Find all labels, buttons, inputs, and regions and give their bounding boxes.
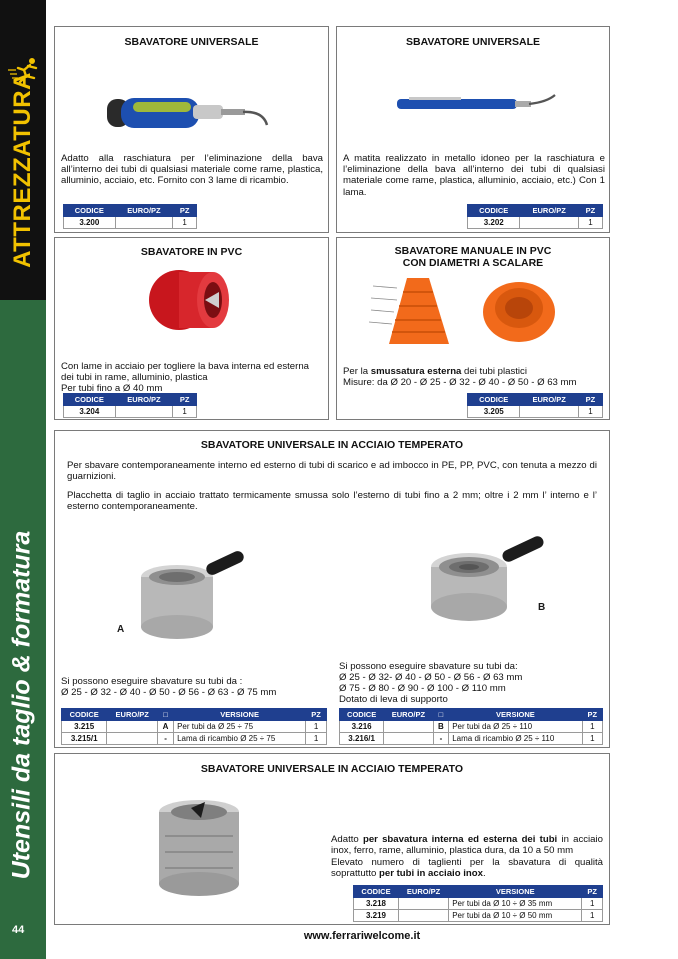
pencil-deburrer-image [395,91,565,121]
product-title: SBAVATORE UNIVERSALE IN ACCIAIO TEMPERATO [200,763,464,775]
product-description-1 [331,834,603,856]
col-pz: PZ [578,394,602,406]
pz-cell: 1 [582,898,603,910]
desc-bold: smussatura esterna [370,366,462,377]
product-title: SBAVATORE UNIVERSALE [124,36,259,48]
code-cell: 3.216/1 [340,733,384,745]
stepped-deburrer-image [367,274,567,348]
code-cell: 3.219 [354,910,399,922]
right-note-line1: Si possono eseguire sbavature su tubi da: [339,661,518,672]
price-cell [384,733,433,745]
product-title: SBAVATORE UNIVERSALE [406,36,540,48]
col-pz: PZ [173,205,197,217]
pz-cell: 1 [582,733,602,745]
version-cell: Lama di ricambio Ø 25 ÷ 110 [449,733,582,745]
product-description: A matita realizzato in metallo idoneo per la raschiatura e l’eliminazione della bava all’interno dei tubi di qualsiasi materiale come rame, plastica, alluminio, acciaio, etc.) Con 1 lama. [343,153,605,198]
deburring-tool-image [105,91,275,153]
col-codice: CODICE [64,394,116,406]
steel-deburrer-image [151,796,251,900]
col-pz: PZ [173,394,197,406]
desc-post: dei tubi plastici [461,366,527,377]
col-euro: EURO/PZ [107,709,158,721]
desc-pre: Per la [343,366,371,377]
product-box-3218-3219 [54,753,610,925]
col-euro: EURO/PZ [399,886,449,898]
col-codice: CODICE [468,394,520,406]
code-cell: 3.200 [64,217,116,229]
pz-cell: 1 [578,217,602,229]
desc-part: in acciaio inox, ferro, rame, alluminio, plastica dura, da 10 a 50 mm [331,834,603,857]
price-cell [115,217,173,229]
pz-cell: 1 [578,406,602,418]
left-note-line2: Ø 25 - Ø 32 - Ø 40 - Ø 50 - Ø 56 - Ø 63 - Ø 75 mm [61,687,277,698]
product-description: Adatto alla raschiatura per l’eliminazione della bava all’interno dei tubi di qualsiasi materiale come rame, plastica, alluminio, acciaio, etc. Fornito con 3 lame di ricambio. [61,153,323,187]
price-cell [399,898,449,910]
price-cell [115,406,173,418]
product-table-right [339,708,603,745]
product-title-line2: CON DIAMETRI A SCALARE [402,257,544,269]
mark-cell: - [433,733,449,745]
version-cell: Per tubi da Ø 25 ÷ 110 [449,721,582,733]
deburrer-b-image [427,535,549,623]
product-box-3200 [54,26,329,233]
table-row [62,721,327,733]
product-title: SBAVATORE IN PVC [140,246,243,258]
product-paragraph-1: Per sbavare contemporaneamente interno ed esterno di tubi di scarico e ad imbocco in PE, PP, PVC, con tenuta a mezzo di guarnizioni. [67,460,597,483]
deburrer-a-image [137,547,249,639]
product-box-3215-3216 [54,430,610,748]
code-cell: 3.215 [62,721,107,733]
price-cell [107,733,158,745]
pz-cell: 1 [173,217,197,229]
pz-cell: 1 [173,406,197,418]
col-versione: VERSIONE [174,709,306,721]
product-title-line1: SBAVATORE MANUALE IN PVC [394,245,552,257]
left-note-line1: Si possono eseguire sbavature su tubi da : [61,676,243,687]
table-row [354,910,603,922]
product-description-2 [331,857,603,879]
subcategory-label: Utensili da taglio & formatura [7,530,36,880]
right-note-line3: Ø 75 - Ø 80 - Ø 90 - Ø 100 - Ø 110 mm [339,683,506,694]
table-row [62,733,327,745]
product-description: Con lame in acciaio per togliere la bava interna ed esterna dei tubi in rame, alluminio, plastica [61,361,309,384]
product-title: SBAVATORE UNIVERSALE IN ACCIAIO TEMPERATO [200,439,464,451]
code-cell: 3.204 [64,406,116,418]
product-table [63,204,197,229]
col-versione: VERSIONE [449,886,582,898]
col-pz: PZ [306,709,327,721]
version-cell: Per tubi da Ø 10 ÷ Ø 35 mm [449,898,582,910]
col-pz: PZ [582,886,603,898]
pvc-deburrer-image [143,266,239,336]
col-codice: CODICE [62,709,107,721]
product-description-size: Per tubi fino a Ø 40 mm [61,383,163,394]
desc-part: Elevato numero di taglienti per la sbavatura di qualità soprattutto [331,857,603,880]
product-table [467,204,603,229]
label-b: B [538,602,546,613]
price-cell [107,721,158,733]
product-description [343,366,605,377]
col-euro: EURO/PZ [384,709,433,721]
col-codice: CODICE [468,205,520,217]
col-mark: □ [433,709,449,721]
col-codice: CODICE [64,205,116,217]
col-euro: EURO/PZ [115,394,173,406]
product-box-3204 [54,237,329,420]
product-table [353,885,603,922]
price-cell [520,406,578,418]
category-label: ATTREZZATURA [9,72,36,268]
desc-bold: per tubi in acciaio inox [379,868,483,880]
pz-cell: 1 [582,721,602,733]
mark-cell: B [433,721,449,733]
pz-cell: 1 [306,733,327,745]
code-cell: 3.218 [354,898,399,910]
desc-part: . [482,868,486,880]
price-cell [520,217,578,229]
table-row [340,733,603,745]
pz-cell: 1 [582,910,603,922]
code-cell: 3.216 [340,721,384,733]
col-pz: PZ [578,205,602,217]
footer-url-link[interactable]: www.ferrariwelcome.it [303,930,421,942]
col-versione: VERSIONE [449,709,582,721]
version-cell: Per tubi da Ø 10 ÷ Ø 50 mm [449,910,582,922]
right-note-line4: Dotato di leva di supporto [339,694,448,705]
version-cell: Lama di ricambio Ø 25 ÷ 75 [174,733,306,745]
code-cell: 3.202 [468,217,520,229]
price-cell [384,721,433,733]
desc-part: Adatto [331,834,363,845]
product-sizes: Misure: da Ø 20 - Ø 25 - Ø 32 - Ø 40 - Ø 50 - Ø 63 mm [343,377,577,388]
table-row [354,898,603,910]
col-mark: □ [158,709,174,721]
col-pz: PZ [582,709,602,721]
pz-cell: 1 [306,721,327,733]
version-cell: Per tubi da Ø 25 ÷ 75 [174,721,306,733]
col-codice: CODICE [354,886,399,898]
product-table [63,393,197,418]
product-table [467,393,603,418]
product-paragraph-2: Placchetta di taglio in acciaio trattato termicamente smussa solo l’esterno di tubi fino a 2 mm; oltre i 2 mm l’ interno e l’ esterno contemporaneamente. [67,490,597,513]
price-cell [399,910,449,922]
code-cell: 3.215/1 [62,733,107,745]
mark-cell: A [158,721,174,733]
page-number: 44 [12,924,25,936]
product-table-left [61,708,327,745]
product-box-3202 [336,26,610,233]
mark-cell: - [158,733,174,745]
label-a: A [117,624,125,635]
col-euro: EURO/PZ [520,205,578,217]
col-codice: CODICE [340,709,384,721]
col-euro: EURO/PZ [115,205,173,217]
desc-bold: per sbavatura interna ed esterna dei tubi [362,834,558,845]
product-box-3205 [336,237,610,420]
col-euro: EURO/PZ [520,394,578,406]
code-cell: 3.205 [468,406,520,418]
right-note-line2: Ø 25 - Ø 32- Ø 40 - Ø 50 - Ø 56 - Ø 63 mm [339,672,523,683]
table-row [340,721,603,733]
